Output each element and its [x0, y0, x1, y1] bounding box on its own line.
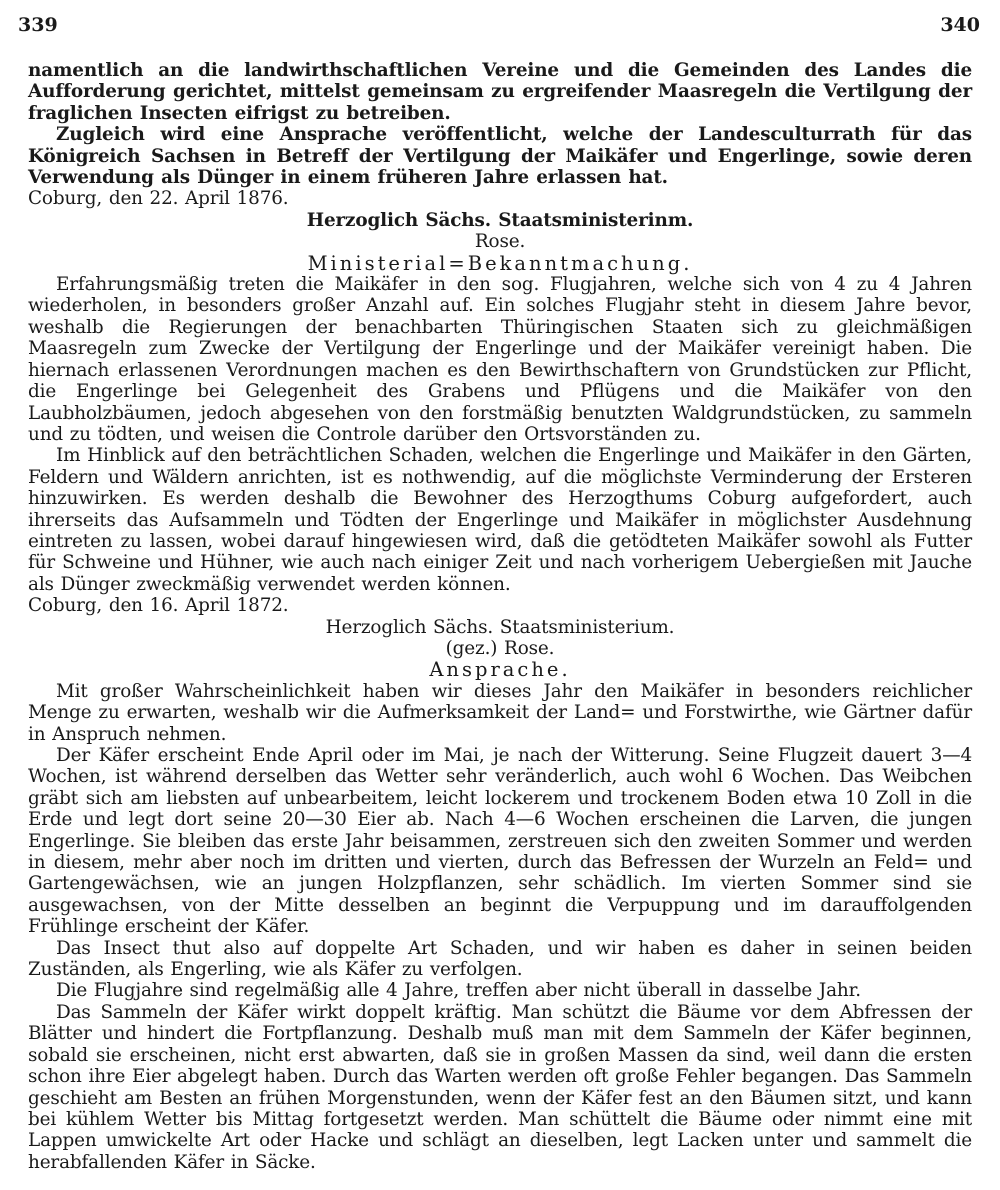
intro-signer: Rose.	[474, 231, 526, 253]
ansprache-paragraph-1: Mit großer Wahrscheinlichkeit haben wir dieses Jahr den Maikäfer in besonders reichlicher Menge zu erwarten, weshalb wir die Aufmerksamkeit der Land= und Forstwirthe, wie Gärtner dafür in Anspruch nehmen.	[28, 680, 972, 745]
ansprache-paragraph-2: Der Käfer erscheint Ende April oder im Mai, je nach der Witterung. Seine Flugzeit dauert 3—4 Wochen, ist während derselben das Wetter sehr veränderlich, auch wohl 6 Wochen. Das Weibchen gräbt sich am liebsten auf unbearbeitem, leicht lockerem und trockenem Boden etwa 10 Zoll in die Erde und legt dort seine 20—30 Eier ab. Nach 4—6 Wochen erscheinen die Larven, die jungen Engerlinge. Sie bleiben das erste Jahr beisammen, zerstreuen sich den zweiten Sommer und werden in diesem, mehr aber noch im dritten und vierten, durch das Befressen der Wurzeln an Feld= und Gartengewächsen, wie an jungen Holzpflanzen, sehr schädlich. Im vierten Sommer sind sie ausgewachsen, von der Mitte desselben an beginnt die Verpuppung und im darauffolgenden Frühlinge erscheint der Käfer.	[28, 745, 972, 938]
intro-paragraph-2: Zugleich wird eine Ansprache veröffentlicht, welche der Landesculturrath für das Königreich Sachsen in Betreff der Vertilgung der Maikäfer und Engerlinge, sowie deren Verwendung als Dünger in einem früheren Jahre erlassen hat.	[28, 124, 972, 189]
bekanntmachung-section	[28, 253, 972, 660]
page-number-left: 339	[18, 14, 58, 36]
intro-paragraph-1: namentlich an die landwirthschaftlichen Vereine und die Gemeinden des Landes die Aufforderung gerichtet, mittelst gemeinsam zu ergreifender Maasregeln die Vertilgung der fraglichen Insecten eifrigst zu betreiben.	[28, 60, 972, 124]
bekanntmachung-signer: (gez.) Rose.	[445, 637, 555, 659]
ansprache-paragraph-4: Die Flugjahre sind regelmäßig alle 4 Jahre, treffen aber nicht überall in dasselbe Jahr.	[56, 980, 861, 1002]
bekanntmachung-date: Coburg, den 16. April 1872.	[28, 595, 289, 617]
intro-ministry: Herzoglich Sächs. Staatsministerinm.	[306, 209, 694, 231]
document-body	[28, 60, 972, 1173]
page-number-right: 340	[940, 14, 980, 36]
bekanntmachung-ministry: Herzoglich Sächs. Staatsministerium.	[325, 616, 675, 638]
ansprache-paragraph-5: Das Sammeln der Käfer wirkt doppelt kräftig. Man schützt die Bäume vor dem Abfressen der Blätter und hindert die Fortpflanzung. Deshalb muß man mit dem Sammeln der Käfer beginnen, sobald sie erscheinen, nicht erst abwarten, daß sie in großen Massen da sind, weil dann die ersten schon ihre Eier abgelegt haben. Durch das Warten werden oft große Fehler begangen. Das Sammeln geschieht am Besten an frühen Morgenstunden, wenn der Käfer fest an den Bäumen sitzt, und kann bei kühlem Wetter bis Mittag fortgesetzt werden. Man schüttelt die Bäume oder nimmt eine mit Lappen umwickelte Art oder Hacke und schlägt an dieselben, legt Lacken unter und sammelt die herabfallenden Käfer in Säcke.	[28, 1001, 972, 1173]
intro-date: Coburg, den 22. April 1876.	[28, 188, 289, 210]
ansprache-paragraph-3: Das Insect thut also auf doppelte Art Schaden, und wir haben es daher in seinen beiden Zuständen, als Engerling, wie als Käfer zu verfolgen.	[28, 937, 972, 981]
bekanntmachung-paragraph-2: Im Hinblick auf den beträchtlichen Schaden, welchen die Engerlinge und Maikäfer in den Gärten, Feldern und Wäldern anrichten, ist es nothwendig, auf die möglichste Verminderung der Ersteren hinzuwirken. Es werden deshalb die Bewohner des Herzogthums Coburg aufgefordert, auch ihrerseits das Aufsammeln und Tödten der Engerlinge und Maikäfer in möglichster Ausdehnung eintreten zu lassen, wobei darauf hingewiesen wird, daß die getödteten Maikäfer sowohl als Futter für Schweine und Hühner, wie auch nach einiger Zeit und nach vorherigem Uebergießen mit Jauche als Dünger zweckmäßig verwendet werden können.	[28, 445, 972, 595]
ansprache-heading: Ansprache.	[429, 658, 571, 682]
intro-section	[28, 60, 972, 253]
bekanntmachung-heading: Ministerial=Bekanntmachung.	[307, 251, 693, 275]
bekanntmachung-paragraph-1: Erfahrungsmäßig treten die Maikäfer in den sog. Flugjahren, welche sich von 4 zu 4 Jahren wiederholen, in besonders großer Anzahl auf. Ein solches Flugjahr steht in diesem Jahre bevor, weshalb die Regierungen der benachbarten Thüringischen Staaten sich zu gleichmäßigen Maasregeln zum Zwecke der Vertilgung der Engerlinge und der Maikäfer vereinigt haben. Die hiernach erlassenen Verordnungen machen es den Bewirthschaftern von Grundstücken zur Pflicht, die Engerlinge bei Gelegenheit des Grabens und Pflügens und die Maikäfer von den Laubholzbäumen, jedoch abgesehen von den forstmäßig benutzten Waldgrundstücken, zu sammeln und zu tödten, und weisen die Controle darüber den Ortsvorständen zu.	[28, 274, 972, 445]
ansprache-section	[28, 659, 972, 1173]
page-header	[18, 10, 980, 40]
